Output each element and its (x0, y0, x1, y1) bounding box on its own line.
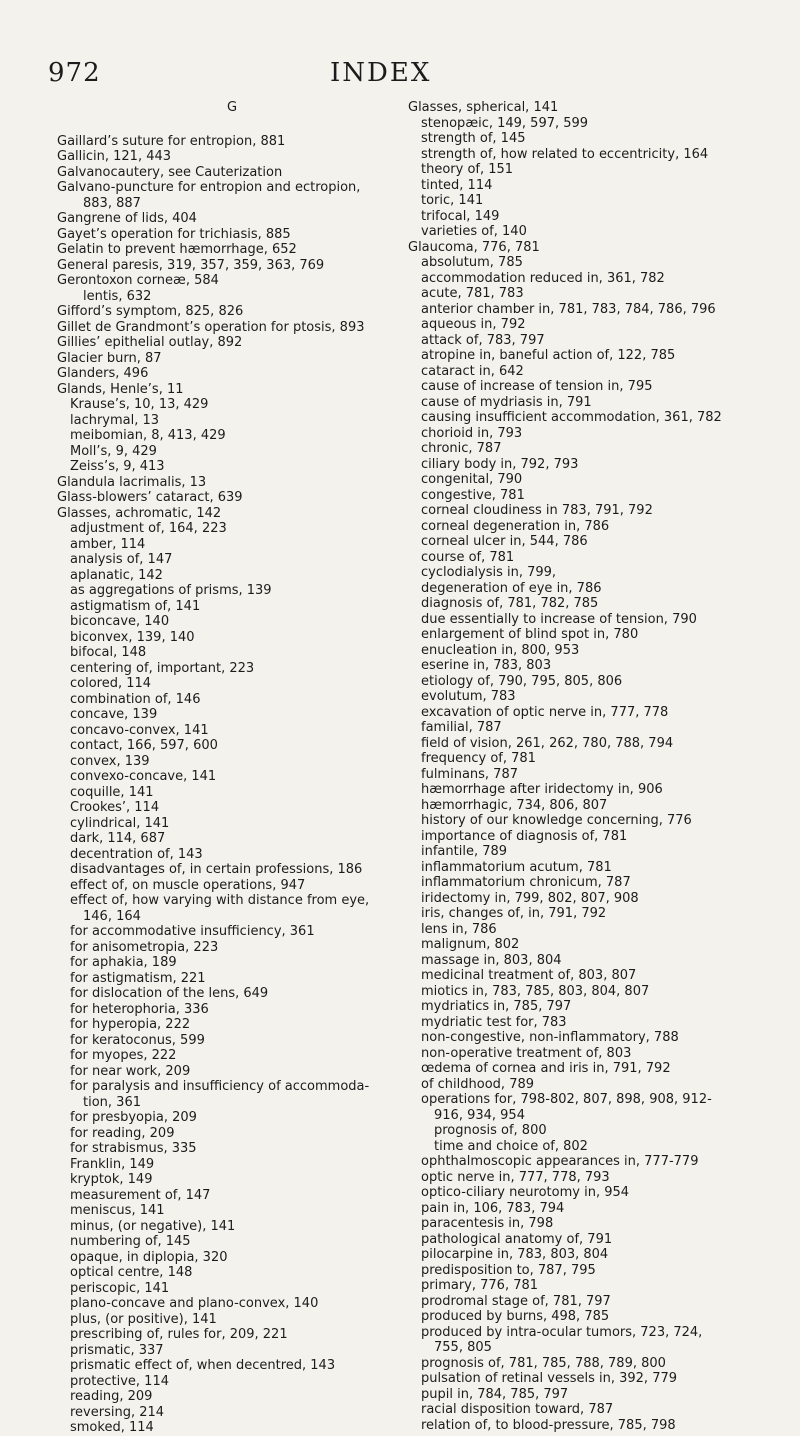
index-subentry: protective, 114 (70, 1373, 169, 1389)
index-subentry: reading, 209 (70, 1389, 153, 1404)
index-entry: Galvano-puncture for entropion and ectropion, (57, 180, 361, 195)
index-subentry: acute, 781, 783 (421, 286, 524, 301)
index-subentry: evolutum, 783 (421, 689, 516, 704)
index-subentry: cause of increase of tension in, 795 (421, 379, 653, 394)
index-subentry: produced by burns, 498, 785 (421, 1309, 610, 1324)
index-entry: Gaillard’s suture for entropion, 881 (57, 133, 286, 149)
index-subentry: pilocarpine in, 783, 803, 804 (421, 1247, 609, 1262)
index-subentry: infantile, 789 (421, 844, 508, 859)
index-subentry: prismatic effect of, when decentred, 143 (70, 1358, 336, 1373)
index-subentry: etiology of, 790, 795, 805, 806 (421, 673, 623, 689)
index-subentry: for heterophoria, 336 (70, 1001, 209, 1017)
index-subentry: anterior chamber in, 781, 783, 784, 786, 796 (421, 301, 716, 317)
index-entry: Gelatin to prevent hæmorrhage, 652 (57, 242, 297, 257)
index-subentry: smoked, 114 (70, 1420, 154, 1435)
index-subentry: inflammatorium acutum, 781 (421, 859, 612, 875)
index-subentry: importance of diagnosis of, 781 (421, 828, 628, 844)
index-subentry: cyclodialysis in, 799, (421, 565, 557, 580)
index-subentry: plus, (or positive), 141 (70, 1311, 217, 1327)
index-subentry: disadvantages of, in certain professions, 186 (70, 862, 363, 877)
index-subentry: produced by intra-ocular tumors, 723, 724, (421, 1324, 703, 1340)
index-subentry: field of vision, 261, 262, 780, 788, 794 (421, 735, 674, 751)
index-subentry: iris, changes of, in, 791, 792 (421, 906, 607, 921)
index-subentry: Crookes’, 114 (70, 800, 160, 815)
index-subentry: pathological anatomy of, 791 (421, 1231, 613, 1247)
index-subentry: excavation of optic nerve in, 777, 778 (421, 704, 669, 720)
index-subentry: 755, 805 (434, 1340, 492, 1355)
index-subentry: iridectomy in, 799, 802, 807, 908 (421, 890, 639, 906)
index-subentry: relation of, to blood-pressure, 785, 798 (421, 1417, 676, 1433)
index-subentry: mydriatic test for, 783 (421, 1014, 567, 1030)
index-entry: Galvanocautery, see Cauterization (57, 164, 283, 180)
index-subentry: non-congestive, non-inflammatory, 788 (421, 1030, 679, 1045)
index-subentry: degeneration of eye in, 786 (421, 580, 602, 596)
index-subentry: Franklin, 149 (70, 1156, 155, 1172)
index-subentry: predisposition to, 787, 795 (421, 1262, 596, 1278)
index-subentry: 916, 934, 954 (434, 1107, 525, 1123)
index-subentry: prodromal stage of, 781, 797 (421, 1293, 611, 1309)
index-subentry: cylindrical, 141 (70, 815, 170, 831)
index-subentry: effect of, on muscle operations, 947 (70, 877, 306, 893)
index-entry: Glasses, spherical, 141 (408, 100, 559, 115)
index-subentry: congenital, 790 (421, 472, 523, 487)
index-subentry: absolutum, 785 (421, 255, 523, 270)
index-subentry: for near work, 209 (70, 1063, 191, 1079)
index-subentry: concave, 139 (70, 707, 158, 722)
index-entry: Gallicin, 121, 443 (57, 149, 172, 164)
index-subentry: analysis of, 147 (70, 552, 173, 567)
index-subentry: lachrymal, 13 (70, 412, 160, 428)
index-subentry: for aphakia, 189 (70, 955, 177, 970)
index-subentry: diagnosis of, 781, 782, 785 (421, 596, 599, 611)
index-entry: Glandula lacrimalis, 13 (57, 474, 207, 490)
index-subentry: course of, 781 (421, 549, 515, 565)
index-subentry: hæmorrhage after iridectomy in, 906 (421, 782, 663, 797)
index-subentry: Krause’s, 10, 13, 429 (70, 397, 209, 412)
index-entry: Gerontoxon corneæ, 584 (57, 273, 219, 288)
index-entry: Gangrene of lids, 404 (57, 211, 197, 226)
index-subentry: 883, 887 (83, 195, 141, 211)
index-subentry: œdema of cornea and iris in, 791, 792 (421, 1061, 671, 1076)
index-subentry: minus, (or negative), 141 (70, 1218, 236, 1234)
index-subentry: concavo-convex, 141 (70, 722, 209, 738)
index-subentry: tinted, 114 (421, 177, 493, 193)
index-subentry: stenopæic, 149, 597, 599 (421, 115, 589, 131)
index-subentry: periscopic, 141 (70, 1280, 170, 1296)
index-subentry: lentis, 632 (83, 288, 152, 304)
index-subentry: fulminans, 787 (421, 766, 518, 782)
index-subentry: for dislocation of the lens, 649 (70, 986, 269, 1001)
index-subentry: theory of, 151 (421, 162, 514, 177)
index-entry: Gifford’s symptom, 825, 826 (57, 304, 244, 319)
index-subentry: pupil in, 784, 785, 797 (421, 1386, 569, 1402)
section-letter: G (226, 100, 238, 115)
index-subentry: tion, 361 (83, 1094, 141, 1110)
index-subentry: centering of, important, 223 (70, 660, 255, 676)
index-subentry: toric, 141 (421, 193, 484, 208)
index-subentry: massage in, 803, 804 (421, 952, 562, 968)
index-subentry: optical centre, 148 (70, 1265, 193, 1280)
index-subentry: astigmatism of, 141 (70, 598, 201, 614)
index-subentry: decentration of, 143 (70, 846, 203, 862)
index-subentry: meibomian, 8, 413, 429 (70, 428, 226, 443)
index-subentry: cataract in, 642 (421, 363, 524, 379)
index-subentry: cause of mydriasis in, 791 (421, 394, 592, 410)
index-subentry: effect of, how varying with distance from eye, (70, 893, 370, 908)
index-entry: Glaucoma, 776, 781 (408, 239, 540, 255)
index-subentry: operations for, 798-802, 807, 898, 908, 912- (421, 1092, 712, 1107)
index-subentry: pain in, 106, 783, 794 (421, 1200, 565, 1216)
index-subentry: Moll’s, 9, 429 (70, 443, 157, 459)
index-subentry: strength of, how related to eccentricity, 164 (421, 146, 709, 162)
index-entry: Glands, Henle’s, 11 (57, 381, 184, 397)
index-subentry: meniscus, 141 (70, 1203, 165, 1218)
index-subentry: racial disposition toward, 787 (421, 1402, 614, 1417)
index-subentry: amber, 114 (70, 536, 146, 552)
index-subentry: kryptok, 149 (70, 1172, 153, 1187)
index-subentry: 146, 164 (83, 908, 141, 924)
index-subentry: enlargement of blind spot in, 780 (421, 627, 639, 642)
index-subentry: optico-ciliary neurotomy in, 954 (421, 1185, 630, 1200)
index-subentry: malignum, 802 (421, 937, 520, 952)
index-entry: Glasses, achromatic, 142 (57, 505, 222, 521)
index-subentry: atropine in, baneful action of, 122, 785 (421, 348, 676, 363)
index-subentry: convexo-concave, 141 (70, 769, 217, 784)
index-subentry: optic nerve in, 777, 778, 793 (421, 1169, 610, 1185)
index-entry: Glass-blowers’ cataract, 639 (57, 490, 243, 505)
index-subentry: eserine in, 783, 803 (421, 658, 552, 673)
index-subentry: strength of, 145 (421, 131, 526, 146)
index-subentry: chorioid in, 793 (421, 425, 523, 441)
index-subentry: prognosis of, 800 (434, 1123, 547, 1138)
index-column-right (408, 100, 798, 1433)
index-subentry: reversing, 214 (70, 1404, 165, 1420)
index-entry: Gayet’s operation for trichiasis, 885 (57, 226, 291, 242)
index-subentry: medicinal treatment of, 803, 807 (421, 968, 637, 983)
index-subentry: pulsation of retinal vessels in, 392, 779 (421, 1371, 678, 1386)
index-subentry: attack of, 783, 797 (421, 332, 545, 348)
index-subentry: due essentially to increase of tension, 790 (421, 611, 697, 627)
index-subentry: for anisometropia, 223 (70, 939, 219, 955)
index-subentry: hæmorrhagic, 734, 806, 807 (421, 797, 608, 813)
index-subentry: plano-concave and plano-convex, 140 (70, 1296, 319, 1311)
index-subentry: aqueous in, 792 (421, 317, 526, 332)
index-subentry: Zeiss’s, 9, 413 (70, 459, 165, 474)
index-subentry: history of our knowledge concerning, 776 (421, 813, 692, 828)
index-subentry: frequency of, 781 (421, 751, 536, 766)
index-subentry: primary, 776, 781 (421, 1278, 539, 1293)
index-subentry: corneal degeneration in, 786 (421, 518, 610, 534)
index-subentry: familial, 787 (421, 720, 502, 735)
index-subentry: miotics in, 783, 785, 803, 804, 807 (421, 983, 650, 999)
index-subentry: varieties of, 140 (421, 224, 527, 239)
index-subentry: biconvex, 139, 140 (70, 629, 195, 645)
index-subentry: for reading, 209 (70, 1125, 175, 1141)
index-subentry: measurement of, 147 (70, 1187, 211, 1203)
index-subentry: prismatic, 337 (70, 1342, 164, 1358)
index-subentry: contact, 166, 597, 600 (70, 738, 218, 753)
index-subentry: lens in, 786 (421, 921, 497, 937)
index-subentry: combination of, 146 (70, 691, 201, 707)
index-subentry: bifocal, 148 (70, 645, 147, 660)
index-subentry: corneal cloudiness in 783, 791, 792 (421, 503, 653, 518)
index-entry: Gillet de Grandmont’s operation for ptosis, 893 (57, 319, 365, 335)
index-subentry: non-operative treatment of, 803 (421, 1045, 632, 1061)
index-entry: General paresis, 319, 357, 359, 363, 769 (57, 257, 325, 273)
index-subentry: for strabismus, 335 (70, 1141, 197, 1156)
index-subentry: causing insufficient accommodation, 361, 782 (421, 410, 722, 425)
index-subentry: ciliary body in, 792, 793 (421, 456, 579, 472)
index-subentry: for accommodative insufficiency, 361 (70, 924, 315, 939)
index-subentry: adjustment of, 164, 223 (70, 521, 227, 536)
index-subentry: paracentesis in, 798 (421, 1216, 554, 1231)
index-subentry: of childhood, 789 (421, 1076, 535, 1092)
index-entry: Glacier burn, 87 (57, 350, 162, 366)
index-subentry: for myopes, 222 (70, 1048, 177, 1063)
index-subentry: coquille, 141 (70, 784, 154, 800)
index-subentry: time and choice of, 802 (434, 1138, 588, 1154)
index-subentry: prognosis of, 781, 785, 788, 789, 800 (421, 1355, 666, 1371)
index-subentry: corneal ulcer in, 544, 786 (421, 534, 588, 549)
index-subentry: biconcave, 140 (70, 614, 170, 629)
index-subentry: colored, 114 (70, 676, 152, 691)
index-subentry: trifocal, 149 (421, 208, 500, 224)
index-subentry: prescribing of, rules for, 209, 221 (70, 1327, 288, 1342)
index-subentry: aplanatic, 142 (70, 567, 163, 583)
index-subentry: ophthalmoscopic appearances in, 777-779 (421, 1154, 699, 1169)
index-entry: Glanders, 496 (57, 366, 149, 381)
index-subentry: accommodation reduced in, 361, 782 (421, 270, 665, 286)
index-subentry: inflammatorium chronicum, 787 (421, 875, 631, 890)
index-column-left (57, 100, 407, 1436)
index-subentry: congestive, 781 (421, 487, 525, 503)
index-entry: Gillies’ epithelial outlay, 892 (57, 335, 243, 350)
page-title: INDEX (330, 58, 432, 88)
index-subentry: for hyperopia, 222 (70, 1017, 191, 1032)
index-subentry: numbering of, 145 (70, 1234, 191, 1249)
index-subentry: for astigmatism, 221 (70, 970, 206, 986)
index-subentry: dark, 114, 687 (70, 831, 166, 846)
index-subentry: for keratoconus, 599 (70, 1032, 205, 1048)
index-subentry: mydriatics in, 785, 797 (421, 999, 572, 1014)
index-subentry: chronic, 787 (421, 441, 502, 456)
index-subentry: opaque, in diplopia, 320 (70, 1249, 228, 1265)
page-number: 972 (48, 58, 101, 88)
index-subentry: enucleation in, 800, 953 (421, 642, 580, 658)
index-subentry: for presbyopia, 209 (70, 1110, 197, 1125)
index-subentry: for paralysis and insufficiency of accommoda- (70, 1079, 370, 1094)
index-subentry: convex, 139 (70, 753, 150, 769)
index-subentry: as aggregations of prisms, 139 (70, 583, 272, 598)
